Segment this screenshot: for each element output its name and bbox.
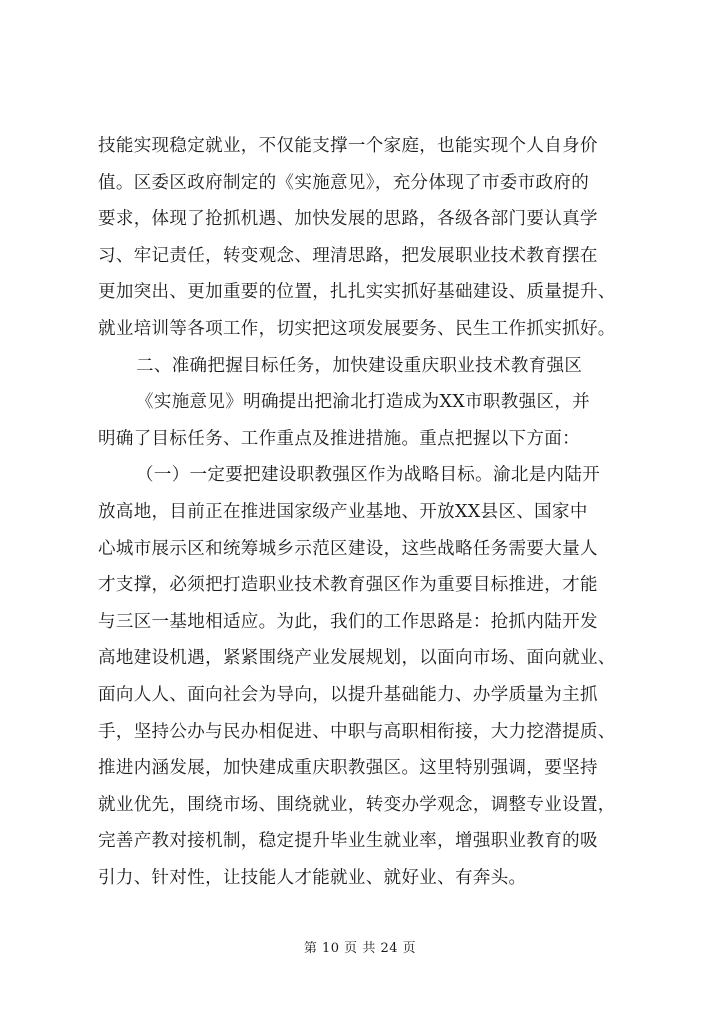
text-line: 才支撑，必须把打造职业技术教育强区作为重要目标推进，才能 [98,575,598,596]
text-line: 就业优先，围绕市场、围绕就业，转变办学观念，调整专业设置， [98,794,616,815]
text-line: 明确了目标任务、工作重点及推进措施。重点把握以下方面： [98,428,580,449]
section-heading: 二、准确把握目标任务，加快建设重庆职业技术教育强区 [136,355,583,376]
body-text [98,128,638,896]
text-line: 引力、针对性，让技能人才能就业、就好业、有奔头。 [98,867,527,888]
subsection-line: （一）一定要把建设职教强区作为战略目标。渝北是内陆开 [136,465,601,486]
text-line: 高地建设机遇，紧紧围绕产业发展规划，以面向市场、面向就业、 [98,648,616,669]
text-line: 就业培训等各项工作，切实把这项发展要务、民生工作抓实抓好。 [98,318,616,339]
text-line: 面向人人、面向社会为导向，以提升基础能力、办学质量为主抓 [98,684,598,705]
text-line: 《实施意见》明确提出把渝北打造成为XX市职教强区，并 [136,392,591,413]
text-line: 技能实现稳定就业，不仅能支撑一个家庭，也能实现个人自身价 [98,136,598,156]
text-line: 完善产教对接机制，稳定提升毕业生就业率，增强职业教育的吸 [98,831,598,852]
text-line: 更加突出、更加重要的位置，扎扎实实抓好基础建设、质量提升、 [98,282,616,303]
text-line: 推进内涵发展，加快建成重庆职教强区。这里特别强调，要坚持 [98,758,598,779]
text-line: 手，坚持公办与民办相促进、中职与高职相衔接，大力挖潜提质、 [98,721,616,742]
text-line: 放高地，目前正在推进国家级产业基地、开放XX县区、国家中 [98,501,588,522]
text-line: 值。区委区政府制定的《实施意见》，充分体现了市委市政府的 [98,172,590,193]
text-line: 心城市展示区和统筹城乡示范区建设，这些战略任务需要大量人 [98,538,598,559]
text-line: 要求，体现了抢抓机遇、加快发展的思路，各级各部门要认真学 [98,209,598,230]
text-line: 习、牢记责任，转变观念、理清思路，把发展职业技术教育摆在 [98,245,598,266]
page-number-label: 第 10 页 共 24 页 [303,941,417,956]
text-line: 与三区一基地相适应。为此，我们的工作思路是：抢抓内陆开发 [98,611,598,632]
page-footer [0,937,720,956]
